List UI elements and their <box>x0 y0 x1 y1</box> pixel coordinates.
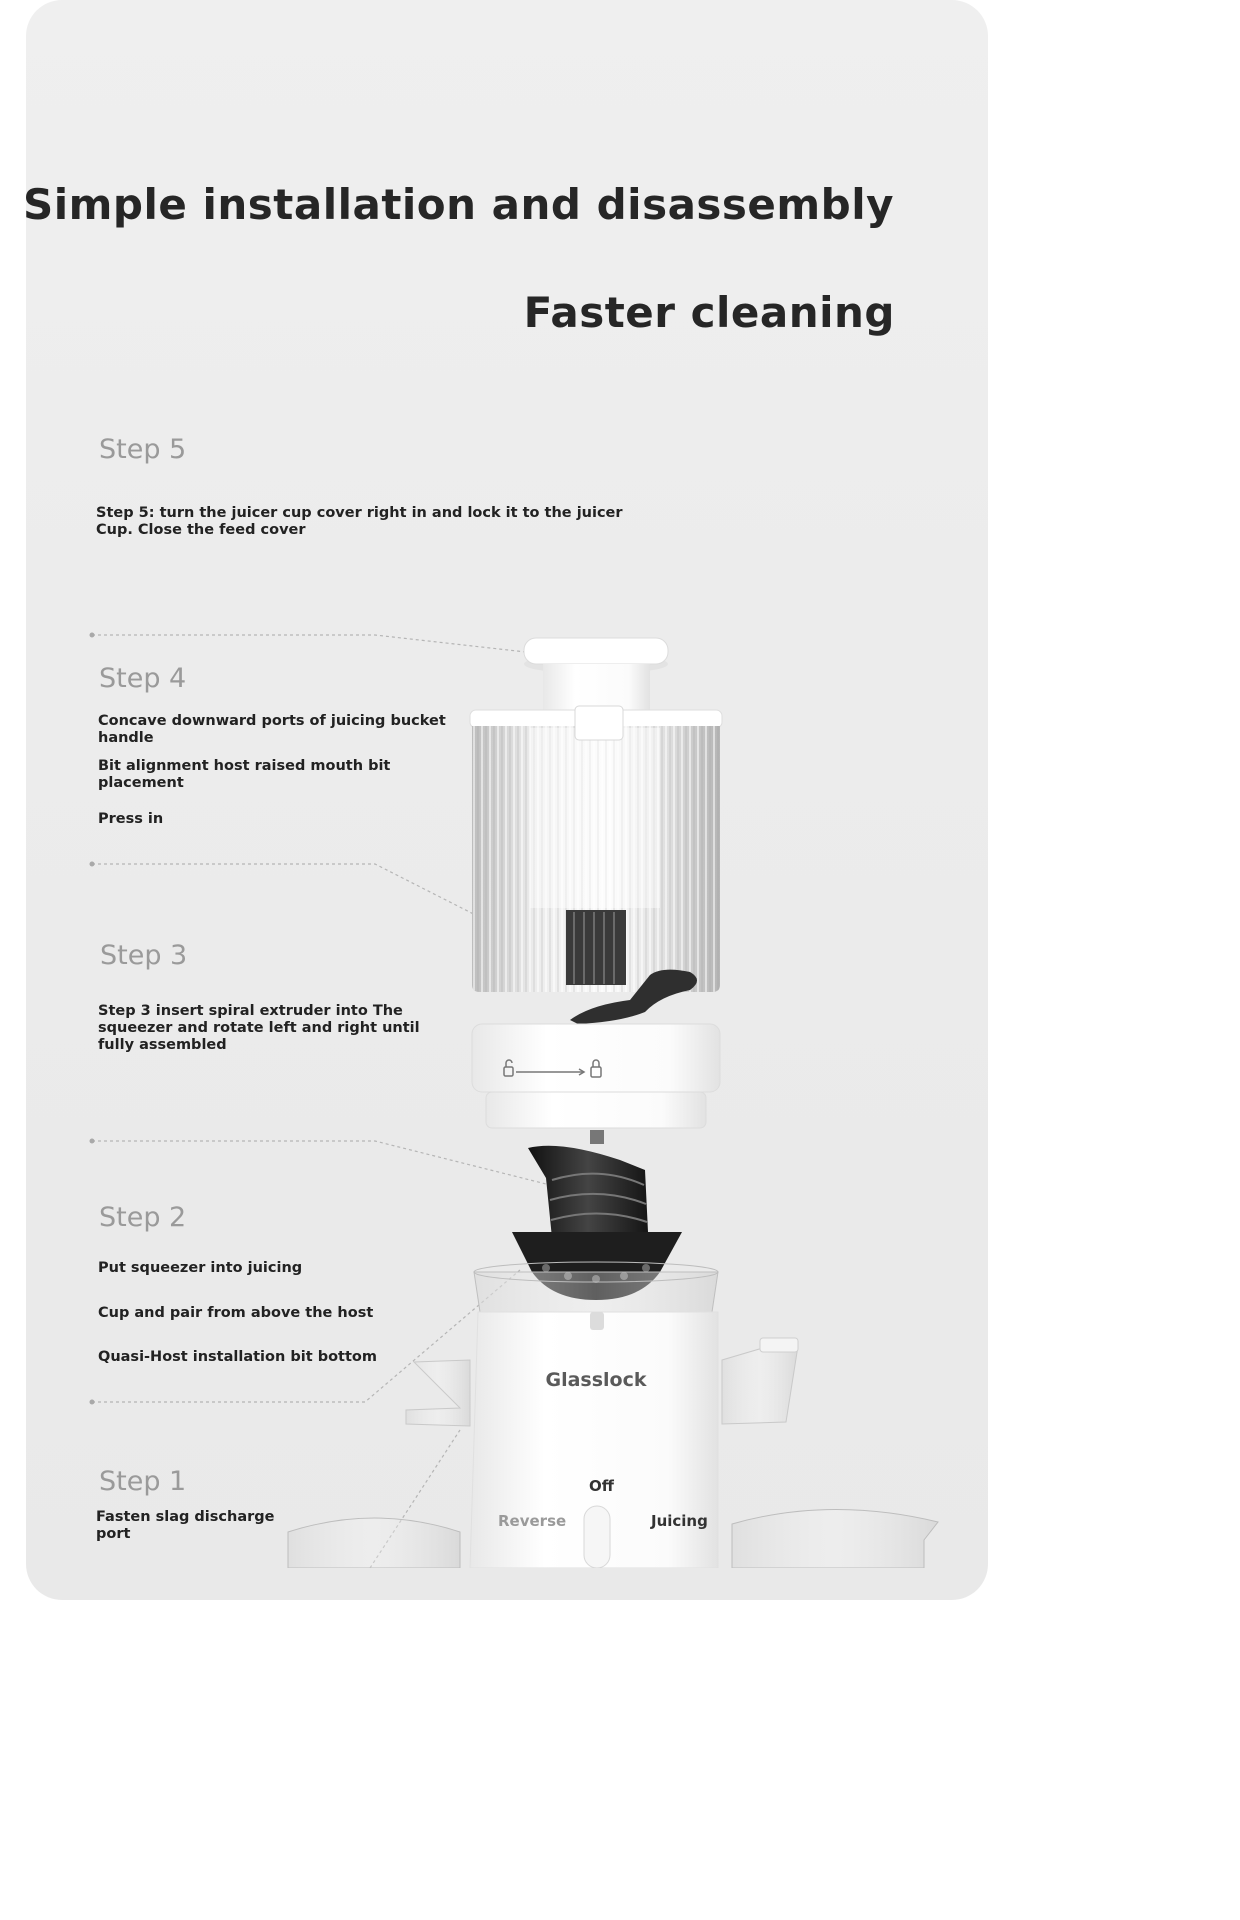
control-juicing-label: Juicing <box>651 1512 708 1530</box>
step-4-line-4: placement <box>98 775 184 791</box>
step-5-line-1: Step 5: turn the juicer cup cover right in and lock it to the juicer <box>96 505 623 521</box>
feed-cover <box>524 638 668 714</box>
step-4-line-1: Concave downward ports of juicing bucket <box>98 713 446 729</box>
step-4-line-3: Bit alignment host raised mouth bit <box>98 758 391 774</box>
step-5-line-2: Cup. Close the feed cover <box>96 522 306 538</box>
step-4-label: Step 4 <box>99 663 187 694</box>
leader-line-step-3 <box>92 1141 550 1185</box>
step-3-line-2: squeezer and rotate left and right until <box>98 1020 420 1036</box>
step-2-line-1: Put squeezer into juicing <box>98 1260 303 1276</box>
spiral-extruder <box>528 1130 648 1238</box>
step-5-label: Step 5 <box>99 434 187 465</box>
step-3-line-1: Step 3 insert spiral extruder into The <box>98 1003 403 1019</box>
leader-line-step-4 <box>92 864 505 930</box>
step-1-line-1: Fasten slag discharge <box>96 1509 275 1525</box>
juicing-bucket <box>470 706 722 1024</box>
control-off-label: Off <box>589 1477 614 1495</box>
step-1-line-2: port <box>96 1526 131 1542</box>
page-title: Simple installation and disassembly <box>23 180 894 229</box>
step-2-label: Step 2 <box>99 1202 187 1233</box>
control-reverse-label: Reverse <box>498 1512 567 1530</box>
leader-dot <box>90 1400 95 1405</box>
step-3-line-3: fully assembled <box>98 1037 227 1053</box>
step-4-line-5: Press in <box>98 811 164 827</box>
page-subtitle: Faster cleaning <box>523 288 895 337</box>
step-2-line-3: Quasi-Host installation bit bottom <box>98 1349 377 1365</box>
brand-logo: Glasslock <box>545 1369 647 1391</box>
step-2-line-2: Cup and pair from above the host <box>98 1305 374 1321</box>
step-3-label: Step 3 <box>100 940 188 971</box>
step-1-label: Step 1 <box>99 1466 187 1497</box>
leader-dot <box>90 1139 95 1144</box>
leader-line-step-5 <box>92 635 570 657</box>
step-4-line-2: handle <box>98 730 154 746</box>
juicing-cup-ring <box>472 1024 720 1128</box>
leader-dot <box>90 633 95 638</box>
leader-dot <box>90 862 95 867</box>
